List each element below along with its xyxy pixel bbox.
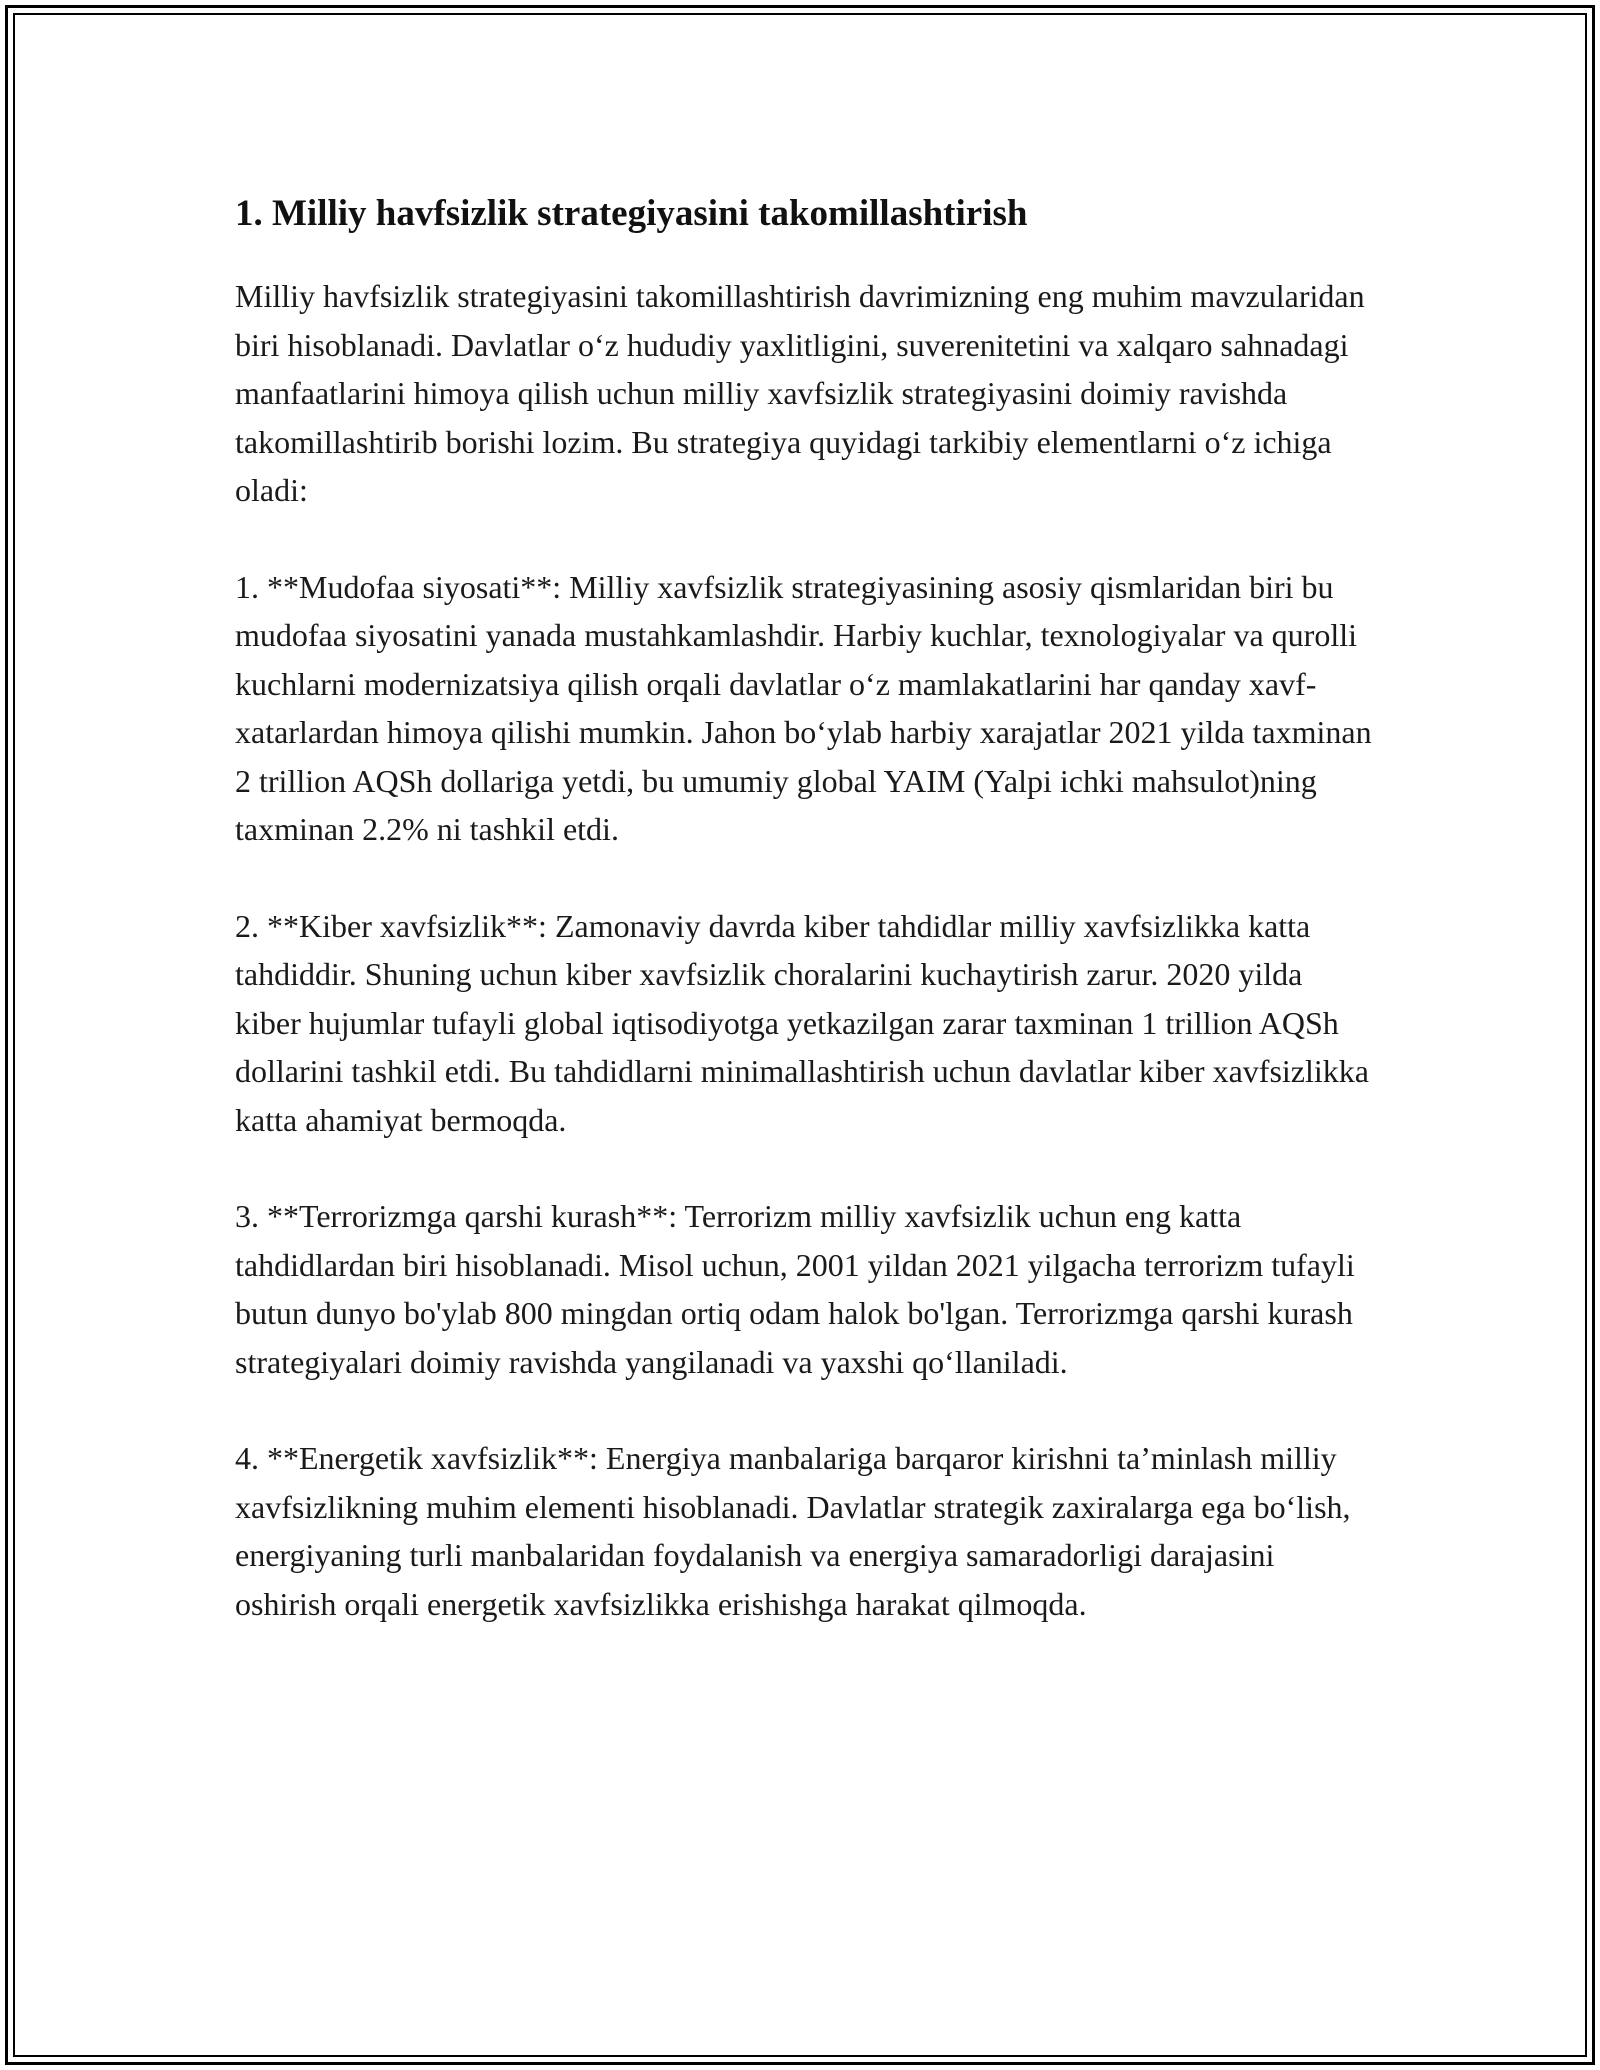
list-item-energy-security: 4. **Energetik xavfsizlik**: Energiya manbalariga barqaror kirishni ta’minlash milliy xavfsizlikning muhim elementi hisoblanadi. Davlatlar strategik zaxiralarga ega bo‘lish, energiyaning turli manbalaridan foydalanish va energiya samaradorligi darajasini oshirish orqali energetik xavfsizlikka erishishga harakat qilmoqda. xyxy=(235,1440,1351,1622)
intro-paragraph: Milliy havfsizlik strategiyasini takomillashtirish davrimizning eng muhim mavzularidan biri hisoblanadi. Davlatlar o‘z hududiy yaxlitligini, suverenitetini va xalqaro sahnadagi manfaatlarini himoya qilish uchun milliy xavfsizlik strategiyasini doimiy ravishda takomillashtirib borishi lozim. Bu strategiya quyidagi tarkibiy elementlarni o‘z ichiga oladi: xyxy=(235,278,1365,508)
list-item-cyber-security: 2. **Kiber xavfsizlik**: Zamonaviy davrda kiber tahdidlar milliy xavfsizlikka katta tahdiddir. Shuning uchun kiber xavfsizlik choralarini kuchaytirish zarur. 2020 yilda kiber hujumlar tufayli global iqtisodiyotga yetkazilgan zarar taxminan 1 trillion AQSh dollarini tashkil etdi. Bu tahdidlarni minimallashtirish uchun davlatlar kiber xavfsizlikka katta ahamiyat bermoqda. xyxy=(235,907,1369,1138)
list-item-defense-policy: 1. **Mudofaa siyosati**: Milliy xavfsizlik strategiyasining asosiy qismlaridan biri bu mudofaa siyosatini yanada mustahkamlashdir. Harbiy kuchlar, texnologiyalar va qurolli kuchlarni modernizatsiya qilish orqali davlatlar o‘z mamlakatlarini har qanday xavf-xatarlardan himoya qilishi mumkin. Jahon bo‘ylab harbiy xarajatlar 2021 yilda taxminan 2 trillion AQSh dollariga yetdi, bu umumiy global YAIM (Yalpi ichki mahsulot)ning taxminan 2.2% ni tashkil etdi. xyxy=(235,568,1372,847)
document-body xyxy=(235,190,1375,1676)
list-item-counter-terrorism: 3. **Terrorizmga qarshi kurash**: Terrorizm milliy xavfsizlik uchun eng katta tahdidlardan biri hisoblanadi. Misol uchun, 2001 yildan 2021 yilgacha terrorizm tufayli butun dunyo bo'ylab 800 mingdan ortiq odam halok bo'lgan. Terrorizmga qarshi kurash strategiyalari doimiy ravishda yangilanadi va yaxshi qo‘llaniladi. xyxy=(235,1198,1355,1380)
section-heading: 1. Milliy havfsizlik strategiyasini takomillashtirish xyxy=(235,193,1028,234)
